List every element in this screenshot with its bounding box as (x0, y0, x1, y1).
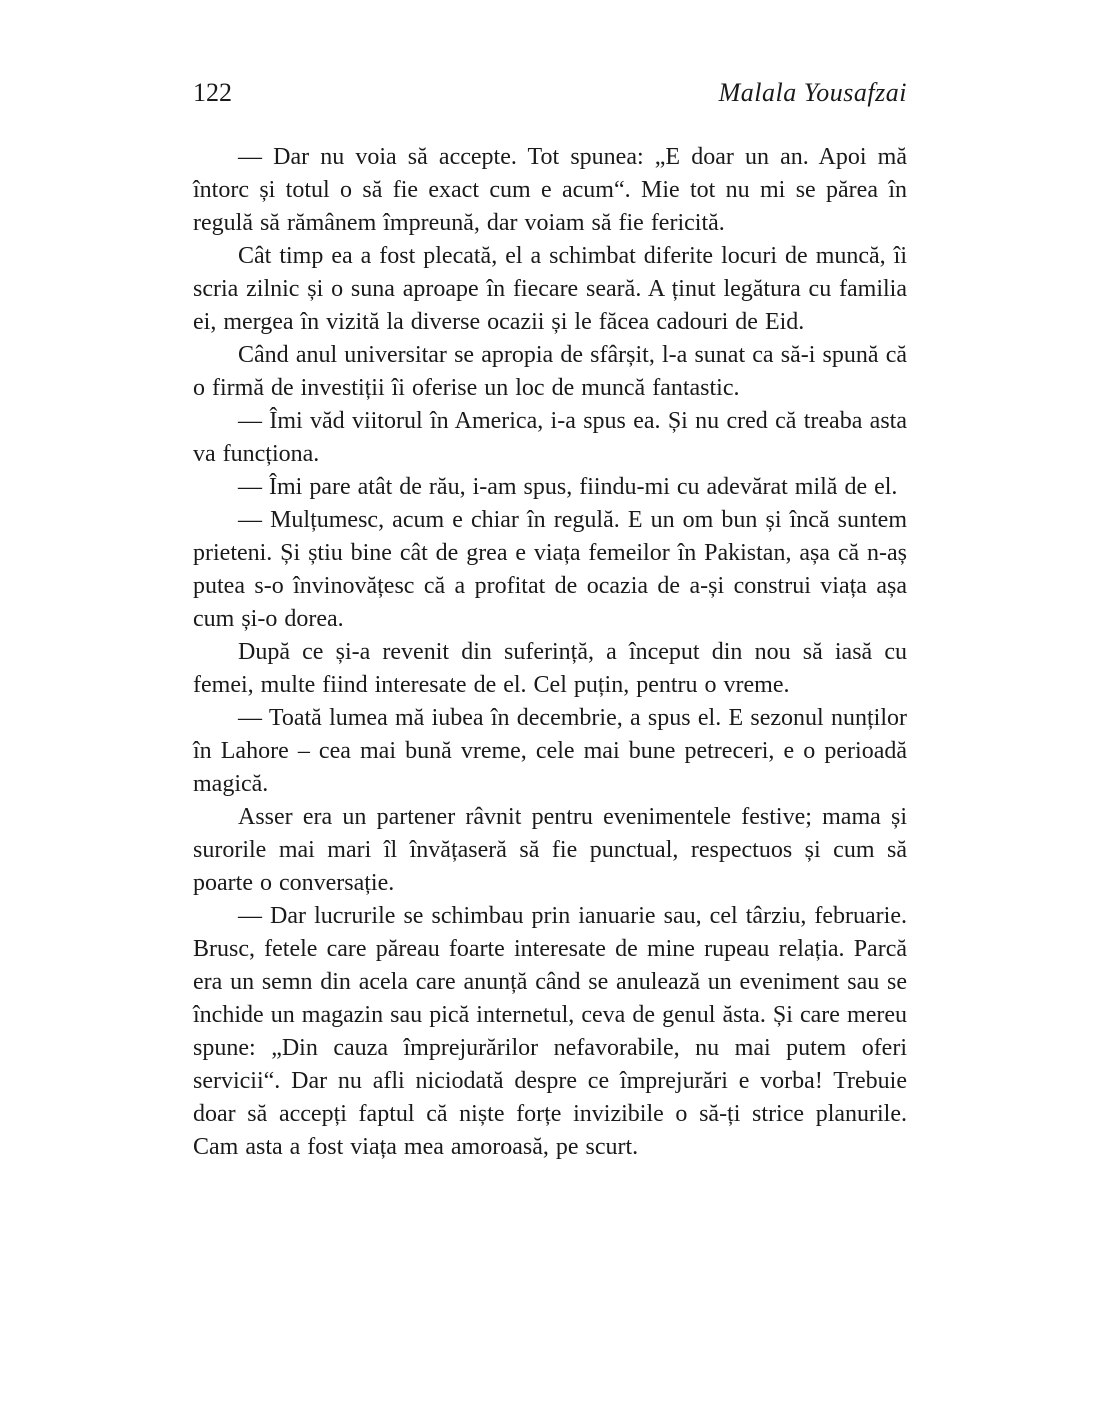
paragraph: — Îmi văd viitorul în America, i-a spus ea. Și nu cred că treaba asta va funcționa. (193, 408, 907, 467)
running-head (193, 78, 907, 108)
paragraph: — Dar lucrurile se schimbau prin ianuarie sau, cel târziu, februarie. Brusc, fetele care păreau foarte interesate de mine rupeau relația. Parcă era un semn din acela care anunță când se anulează un eveniment sau se închide un magazin sau pică internetul, ceva de genul ăsta. Și care mereu spune: „Din cauza împrejurărilor nefavorabile, nu mai putem oferi servicii“. Dar nu afli niciodată despre ce împrejurări e vorba! Trebuie doar să accepți faptul că niște forțe invizibile o să-ți strice planurile. Cam asta a fost viața mea amoroasă, pe scurt. (193, 903, 907, 1160)
paragraph: Cât timp ea a fost plecată, el a schimbat diferite locuri de muncă, îi scria zilnic și o suna aproape în fiecare seară. A ținut legătura cu familia ei, mergea în vizită la diverse ocazii și le făcea cadouri de Eid. (193, 243, 907, 335)
page-number: 122 (193, 78, 232, 107)
paragraph: Când anul universitar se apropia de sfârșit, l-a sunat ca să-i spună că o firmă de investiții îi oferise un loc de muncă fantastic. (193, 342, 907, 401)
page-content (193, 78, 907, 1164)
paragraph: După ce și-a revenit din suferință, a început din nou să iasă cu femei, multe fiind interesate de el. Cel puțin, pentru o vreme. (193, 639, 907, 698)
paragraph: Asser era un partener râvnit pentru evenimentele festive; mama și surorile mai mari îl învățaseră să fie punctual, respectuos și cum să poarte o conversație. (193, 804, 907, 896)
paragraph: — Toată lumea mă iubea în decembrie, a spus el. E sezonul nunților în Lahore – cea mai bună vreme, cele mai bune petreceri, e o perioadă magică. (193, 705, 907, 797)
running-head-author: Malala Yousafzai (718, 78, 907, 107)
paragraph: — Mulțumesc, acum e chiar în regulă. E un om bun și încă suntem prieteni. Și știu bine cât de grea e viața femeilor în Pakistan, așa că n-aș putea s-o învinovățesc că a profitat de ocazia de a-și construi viața așa cum și-o dorea. (193, 507, 907, 632)
page-body (193, 141, 907, 1164)
paragraph: — Îmi pare atât de rău, i-am spus, fiindu-mi cu adevărat milă de el. (238, 474, 898, 500)
paragraph: — Dar nu voia să accepte. Tot spunea: „E doar un an. Apoi mă întorc și totul o să fie exact cum e acum“. Mie tot nu mi se părea în regulă să rămânem împreună, dar voiam să fie fericită. (193, 144, 907, 236)
